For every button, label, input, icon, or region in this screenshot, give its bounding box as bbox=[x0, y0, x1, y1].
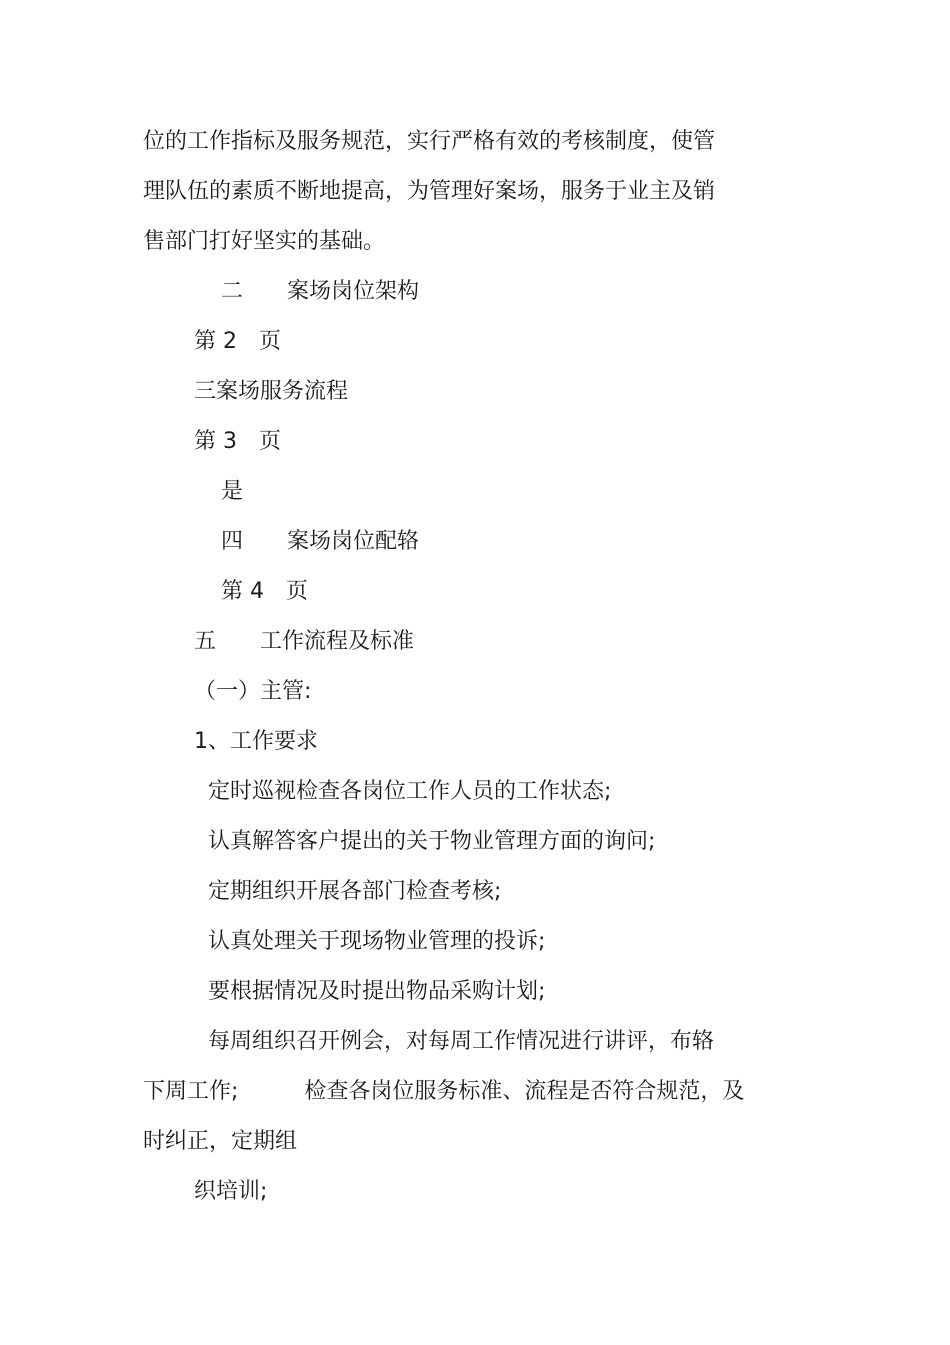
list-heading: 1、工作要求 bbox=[194, 729, 318, 754]
section-heading: 二 案场岗位架构 bbox=[221, 279, 420, 304]
body-text-line: 售部门打好坚实的基础。 bbox=[143, 229, 386, 254]
body-text-line: 下周工作; 检查各岗位服务标准、流程是否符合规范，及 bbox=[143, 1079, 745, 1104]
page-reference: 第 3 页 bbox=[194, 429, 281, 454]
body-text-line: 时纠正，定期组 bbox=[143, 1129, 298, 1154]
body-text-line: 位的工作指标及服务规范，实行严格有效的考核制度，使管 bbox=[143, 129, 716, 154]
subsection-heading: （一）主管: bbox=[194, 679, 312, 704]
section-heading: 四 案场岗位配辂 bbox=[221, 529, 420, 554]
body-text-line: 织培训; bbox=[194, 1179, 268, 1204]
list-item: 要根据情况及时提出物品采购计划; bbox=[208, 979, 546, 1004]
section-heading: 三案场服务流程 bbox=[194, 379, 349, 404]
list-item: 定时巡视检查各岗位工作人员的工作状态; bbox=[208, 779, 612, 804]
list-item: 认真处理关于现场物业管理的投诉; bbox=[208, 929, 546, 954]
list-item: 每周组织召开例会，对每周工作情况进行讲评，布辂 bbox=[208, 1029, 715, 1054]
list-item: 认真解答客户提出的关于物业管理方面的询问; bbox=[208, 829, 656, 854]
page-reference: 第 2 页 bbox=[194, 329, 281, 354]
section-heading: 五 工作流程及标准 bbox=[194, 629, 415, 654]
list-item: 定期组织开展各部门检查考核; bbox=[208, 879, 502, 904]
body-text-line: 是 bbox=[221, 479, 244, 504]
page-reference: 第 4 页 bbox=[221, 579, 308, 604]
body-text-line: 理队伍的素质不断地提高，为管理好案场，服务于业主及销 bbox=[143, 179, 716, 204]
